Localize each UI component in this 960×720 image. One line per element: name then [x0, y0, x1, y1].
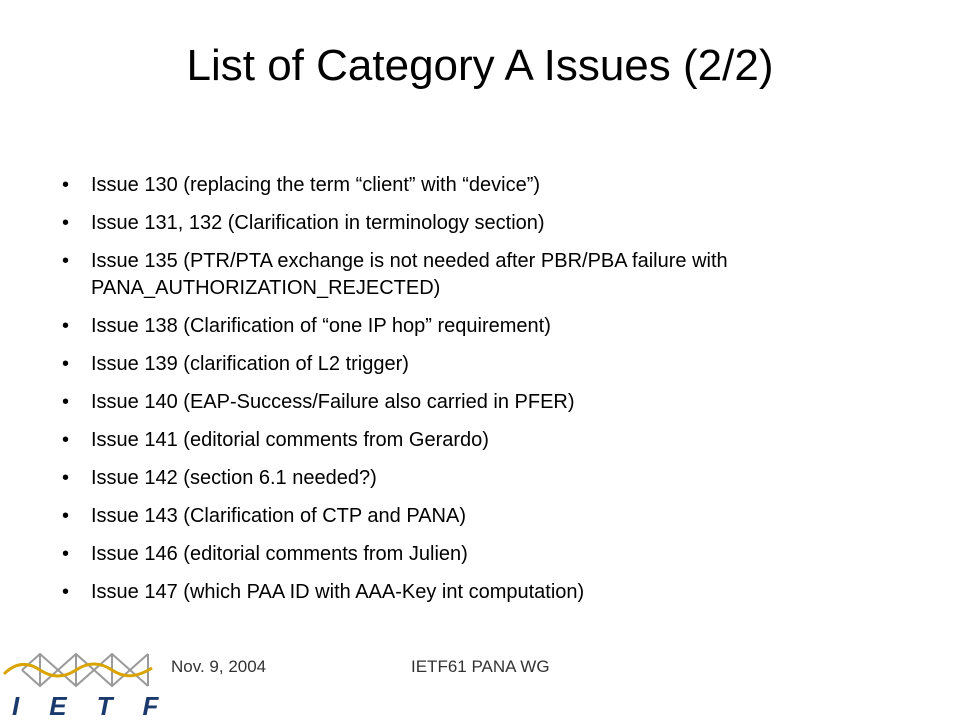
list-item-text: Issue 142 (section 6.1 needed?): [91, 467, 377, 489]
logo-wordmark: IETF: [12, 691, 189, 720]
list-item: [62, 351, 932, 378]
footer-group: IETF61 PANA WG: [411, 657, 550, 676]
list-item: [62, 579, 932, 606]
list-item-text: Issue 138 (Clarification of “one IP hop” requirement): [91, 315, 551, 337]
ietf-logo-icon: [0, 640, 189, 720]
bullet-icon: •: [62, 391, 70, 413]
list-item-text: Issue 143 (Clarification of CTP and PANA): [91, 505, 466, 527]
list-item: [62, 465, 932, 492]
list-item: [62, 389, 932, 416]
list-item: [62, 541, 932, 568]
slide-title: List of Category A Issues (2/2): [186, 41, 774, 90]
footer-date: Nov. 9, 2004: [171, 657, 267, 676]
list-item-text: Issue 141 (editorial comments from Gerardo): [91, 429, 489, 451]
bullet-icon: •: [62, 315, 70, 337]
bullet-list: [62, 172, 932, 617]
list-item: [62, 313, 932, 340]
list-item-text: Issue 140 (EAP-Success/Failure also carried in PFER): [91, 391, 575, 413]
bullet-icon: •: [62, 543, 70, 565]
list-item: [62, 210, 932, 237]
list-item-text: Issue 146 (editorial comments from Julien): [91, 543, 468, 565]
bullet-icon: •: [62, 174, 70, 196]
list-item-text: Issue 135 (PTR/PTA exchange is not needed after PBR/PBA failure with PANA_AUTHORIZATION_REJECTED): [91, 250, 728, 299]
list-item: [62, 503, 932, 530]
list-item: [62, 248, 932, 302]
list-item-text: Issue 139 (clarification of L2 trigger): [91, 353, 409, 375]
list-item: [62, 172, 932, 199]
bullet-icon: •: [62, 581, 70, 603]
bullet-icon: •: [62, 250, 70, 272]
list-item-text: Issue 147 (which PAA ID with AAA-Key int computation): [91, 581, 585, 603]
list-item: [62, 427, 932, 454]
bullet-icon: •: [62, 353, 70, 375]
list-item-text: Issue 131, 132 (Clarification in terminology section): [91, 212, 545, 234]
bullet-icon: •: [62, 212, 70, 234]
bullet-icon: •: [62, 505, 70, 527]
list-item-text: Issue 130 (replacing the term “client” with “device”): [91, 174, 541, 196]
bullet-icon: •: [62, 429, 70, 451]
bullet-icon: •: [62, 467, 70, 489]
